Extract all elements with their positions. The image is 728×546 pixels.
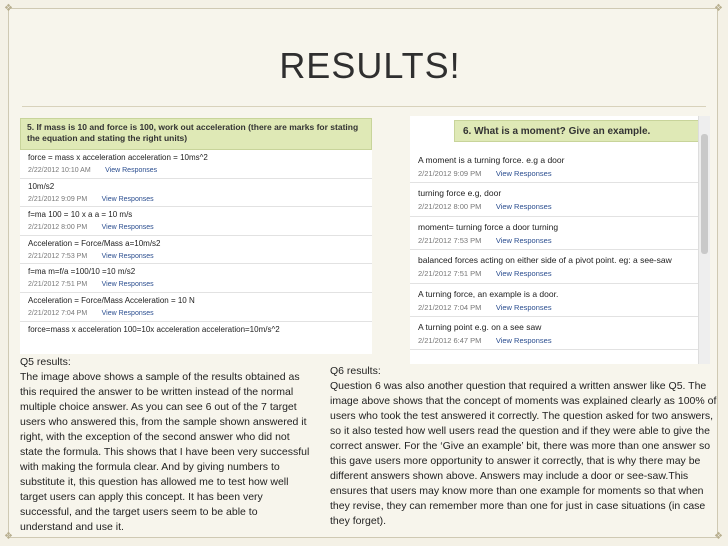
response-text: 10m/s2 (28, 181, 55, 191)
view-responses-link[interactable]: View Responses (101, 309, 154, 317)
response-text: balanced forces acting on either side of a pivot point. eg: a see-saw (418, 255, 672, 266)
response-timestamp: 2/21/2012 7:53 PM (418, 235, 482, 245)
q6-results-heading: Q6 results: (330, 365, 381, 377)
list-item (410, 150, 710, 183)
scrollbar-thumb[interactable] (701, 134, 708, 254)
response-text: turning force e.g, door (418, 188, 502, 199)
response-timestamp: 2/21/2012 6:47 PM (418, 335, 482, 345)
q6-responses-screenshot (410, 116, 710, 364)
response-text: Acceleration = Force/Mass Acceleration = 10 N (28, 295, 195, 305)
list-item (20, 150, 372, 179)
view-responses-link[interactable]: View Responses (101, 252, 154, 260)
view-responses-link[interactable]: View Responses (101, 224, 154, 232)
list-item (410, 284, 710, 317)
list-item (410, 183, 710, 216)
q6-question-header: 6. What is a moment? Give an example. (454, 120, 710, 142)
corner-ornament-icon: ❖ (714, 531, 723, 542)
response-text: f=ma m=f/a =100/10 =10 m/s2 (28, 267, 136, 277)
list-item (20, 207, 372, 236)
response-text: A turning force, an example is a door. (418, 288, 559, 299)
q5-results-text (20, 355, 310, 535)
list-item (20, 322, 372, 351)
view-responses-link[interactable]: View Responses (495, 202, 552, 212)
response-timestamp: 2/21/2012 8:00 PM (28, 224, 88, 232)
q6-results-text (330, 364, 720, 529)
view-responses-link[interactable]: View Responses (495, 302, 552, 312)
q5-results-heading: Q5 results: (20, 356, 71, 368)
view-responses-link[interactable]: View Responses (495, 335, 552, 345)
response-timestamp: 2/22/2012 10:10 AM (28, 167, 91, 174)
response-text: force=mass x acceleration 100=10x acceleration acceleration=10m/s^2 (28, 324, 280, 334)
response-text: Acceleration = Force/Mass a=10m/s2 (28, 238, 161, 248)
list-item (410, 250, 710, 283)
response-text: A moment is a turning force. e.g a door (418, 155, 565, 165)
response-text: force = mass x acceleration acceleration = 10ms^2 (28, 153, 208, 162)
response-text: f=ma 100 = 10 x a a = 10 m/s (28, 210, 133, 220)
view-responses-link[interactable]: View Responses (495, 269, 552, 279)
corner-ornament-icon: ❖ (4, 531, 13, 542)
list-item (20, 179, 372, 208)
response-timestamp: 2/21/2012 7:51 PM (418, 269, 482, 279)
q6-response-list (410, 150, 710, 350)
view-responses-link[interactable]: View Responses (101, 281, 154, 289)
view-responses-link[interactable]: View Responses (495, 169, 552, 178)
corner-ornament-icon: ❖ (4, 3, 13, 14)
view-responses-link[interactable]: View Responses (105, 167, 158, 174)
q5-responses-screenshot (20, 118, 372, 354)
view-responses-link[interactable]: View Responses (101, 195, 154, 203)
list-item (20, 293, 372, 322)
q5-question-header: 5. If mass is 10 and force is 100, work out acceleration (there are marks for stating the equation and stating the right units) (20, 118, 372, 150)
corner-ornament-icon: ❖ (714, 3, 723, 14)
list-item (410, 317, 710, 350)
response-text: A turning point e.g. on a see saw (418, 321, 542, 332)
response-timestamp: 2/21/2012 9:09 PM (28, 195, 88, 203)
response-timestamp: 2/21/2012 7:51 PM (28, 281, 88, 289)
response-text: moment= turning force a door turning (418, 221, 559, 232)
q5-results-body: The image above shows a sample of the results obtained as this required the answer to be written instead of the normal multiple choice answer. As you can see 6 out of the 7 target users who answered this, from the sample shown answered it right, with the exception of the second answer who did not state the formula. This shows that I have been very successful with making the formula clear. And by giving numbers to substitute it, this question has allowed me to test how well target users can apply this concept. It has been very successful, and the target users seem to be able to understand and use it. (20, 371, 310, 533)
title-divider (22, 106, 706, 107)
q6-results-body: Question 6 was also another question that required a written answer like Q5. The image above shows that the concept of moments was explained clearly as 100% of users who took the test answered it correctly. The question asked for two answers, so it also tested how well users read the question and if they were able to give the correct answer. For the ‘Give an example’ bit, there was more than one answer so this gave users more opportunity to answer it correctly, that is why there may be different answers shown above. Answers may include a door or see-saw.This ensures that users may know more than one example for moments so that when they revise, they can remember more than one for just in case situations (in case they forget). (330, 380, 717, 527)
response-timestamp: 2/21/2012 7:04 PM (418, 302, 482, 312)
response-timestamp: 2/21/2012 7:04 PM (28, 309, 88, 317)
list-item (20, 264, 372, 293)
q5-response-list (20, 150, 372, 350)
q6-scrollbar[interactable] (698, 116, 710, 364)
slide-title: RESULTS! (279, 45, 461, 86)
response-timestamp: 2/21/2012 9:09 PM (418, 169, 482, 178)
list-item (410, 217, 710, 250)
response-timestamp: 2/21/2012 8:00 PM (418, 202, 482, 212)
list-item (20, 236, 372, 265)
view-responses-link[interactable]: View Responses (495, 235, 552, 245)
response-timestamp: 2/21/2012 7:53 PM (28, 252, 88, 260)
